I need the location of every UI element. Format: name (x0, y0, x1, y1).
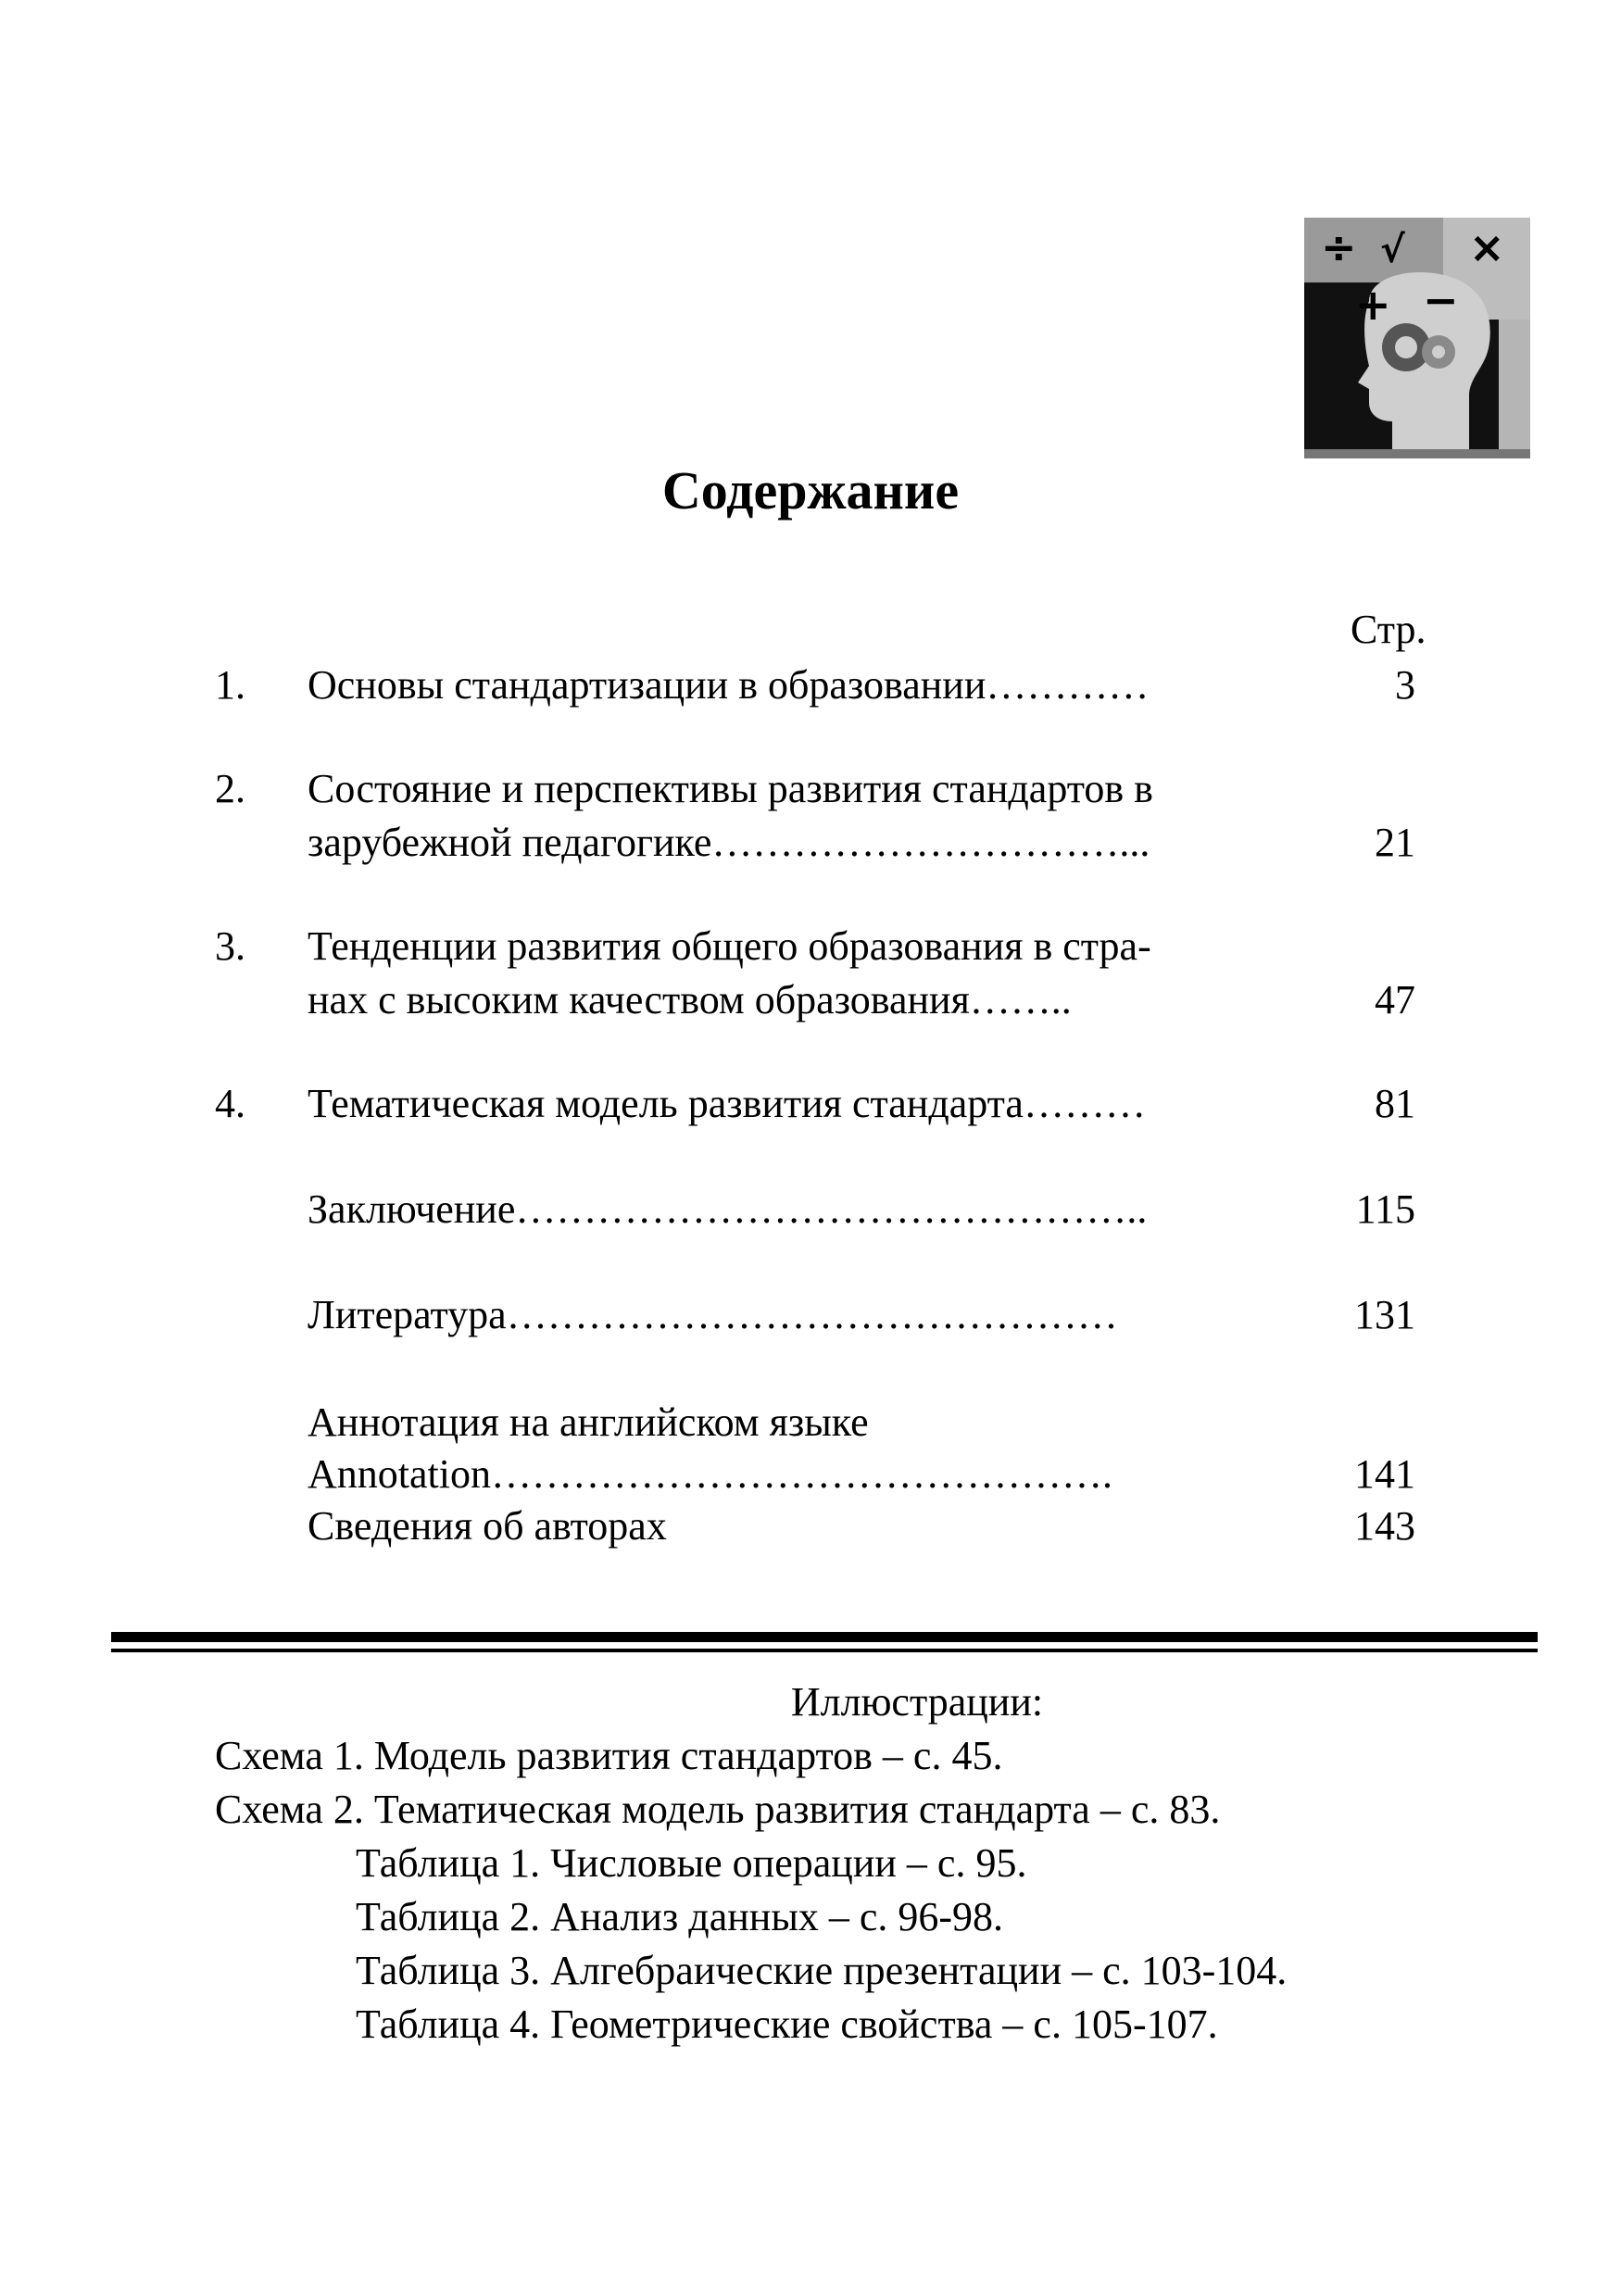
toc-page-number: 143 (1354, 1503, 1415, 1549)
divider-thin (111, 1649, 1538, 1652)
illustration-item: Таблица 1. Числовые операции – с. 95. (356, 1840, 1027, 1886)
illustration-item: Таблица 2. Анализ данных – с. 96-98. (356, 1894, 1004, 1939)
illustration-item: Таблица 4. Геометрические свойства – с. 105-107. (356, 2001, 1218, 2047)
toc-entry-title: Аннотация на английском языке (308, 1399, 869, 1445)
toc-entry-title-cont: нах с высоким качеством образования…….. (308, 977, 1072, 1023)
toc-page-number: 47 (1375, 977, 1415, 1023)
toc-page-number: 21 (1375, 820, 1415, 865)
toc-number: 3. (215, 923, 245, 969)
toc-number: 2. (215, 766, 245, 811)
toc-page-number: 81 (1375, 1081, 1415, 1126)
divider-thick (111, 1632, 1538, 1642)
toc-entry-title: Тенденции развития общего образования в стра- (308, 923, 1151, 969)
page-title: Содержание (661, 460, 960, 521)
toc-entry-title: Сведения об авторах (308, 1503, 667, 1549)
toc-number: 4. (215, 1081, 245, 1126)
toc-entry-title: Основы стандартизации в образовании………… (308, 662, 1150, 708)
illustrations-heading: Иллюстрации: (790, 1679, 1044, 1725)
toc-entry-title-cont: зарубежной педагогике…………………………... (308, 820, 1150, 865)
minus-sign: − (1423, 275, 1459, 325)
toc-page-number: 131 (1354, 1292, 1415, 1337)
illustration-item: Таблица 3. Алгебраические презентации – с. 103-104. (356, 1948, 1288, 1993)
toc-page-number: 3 (1395, 662, 1415, 708)
divide-sign: ÷ (1321, 222, 1357, 272)
illustration-item: Схема 1. Модель развития стандартов – с. 45. (215, 1733, 1003, 1778)
toc-page-number: 141 (1354, 1451, 1415, 1497)
math-head-icon (1304, 218, 1530, 458)
toc-number: 1. (215, 662, 245, 708)
plus-sign: + (1355, 280, 1391, 330)
toc-entry-title: Литература……………………………………… (308, 1292, 1118, 1337)
toc-entry-title: Заключение……………………………………….. (308, 1186, 1148, 1232)
toc-entry-title: Состояние и перспективы развития стандартов в (308, 766, 1153, 811)
toc-entry-title: Тематическая модель развития стандарта……… (308, 1081, 1146, 1126)
illustration-item: Схема 2. Тематическая модель развития стандарта – с. 83. (215, 1787, 1221, 1832)
sqrt-sign: √ (1380, 229, 1405, 271)
times-sign: × (1469, 222, 1505, 272)
toc-page-number: 115 (1355, 1186, 1415, 1232)
toc-entry-title: Annotation………………………………………. (308, 1451, 1112, 1497)
page-column-header: Стр. (1351, 607, 1426, 652)
